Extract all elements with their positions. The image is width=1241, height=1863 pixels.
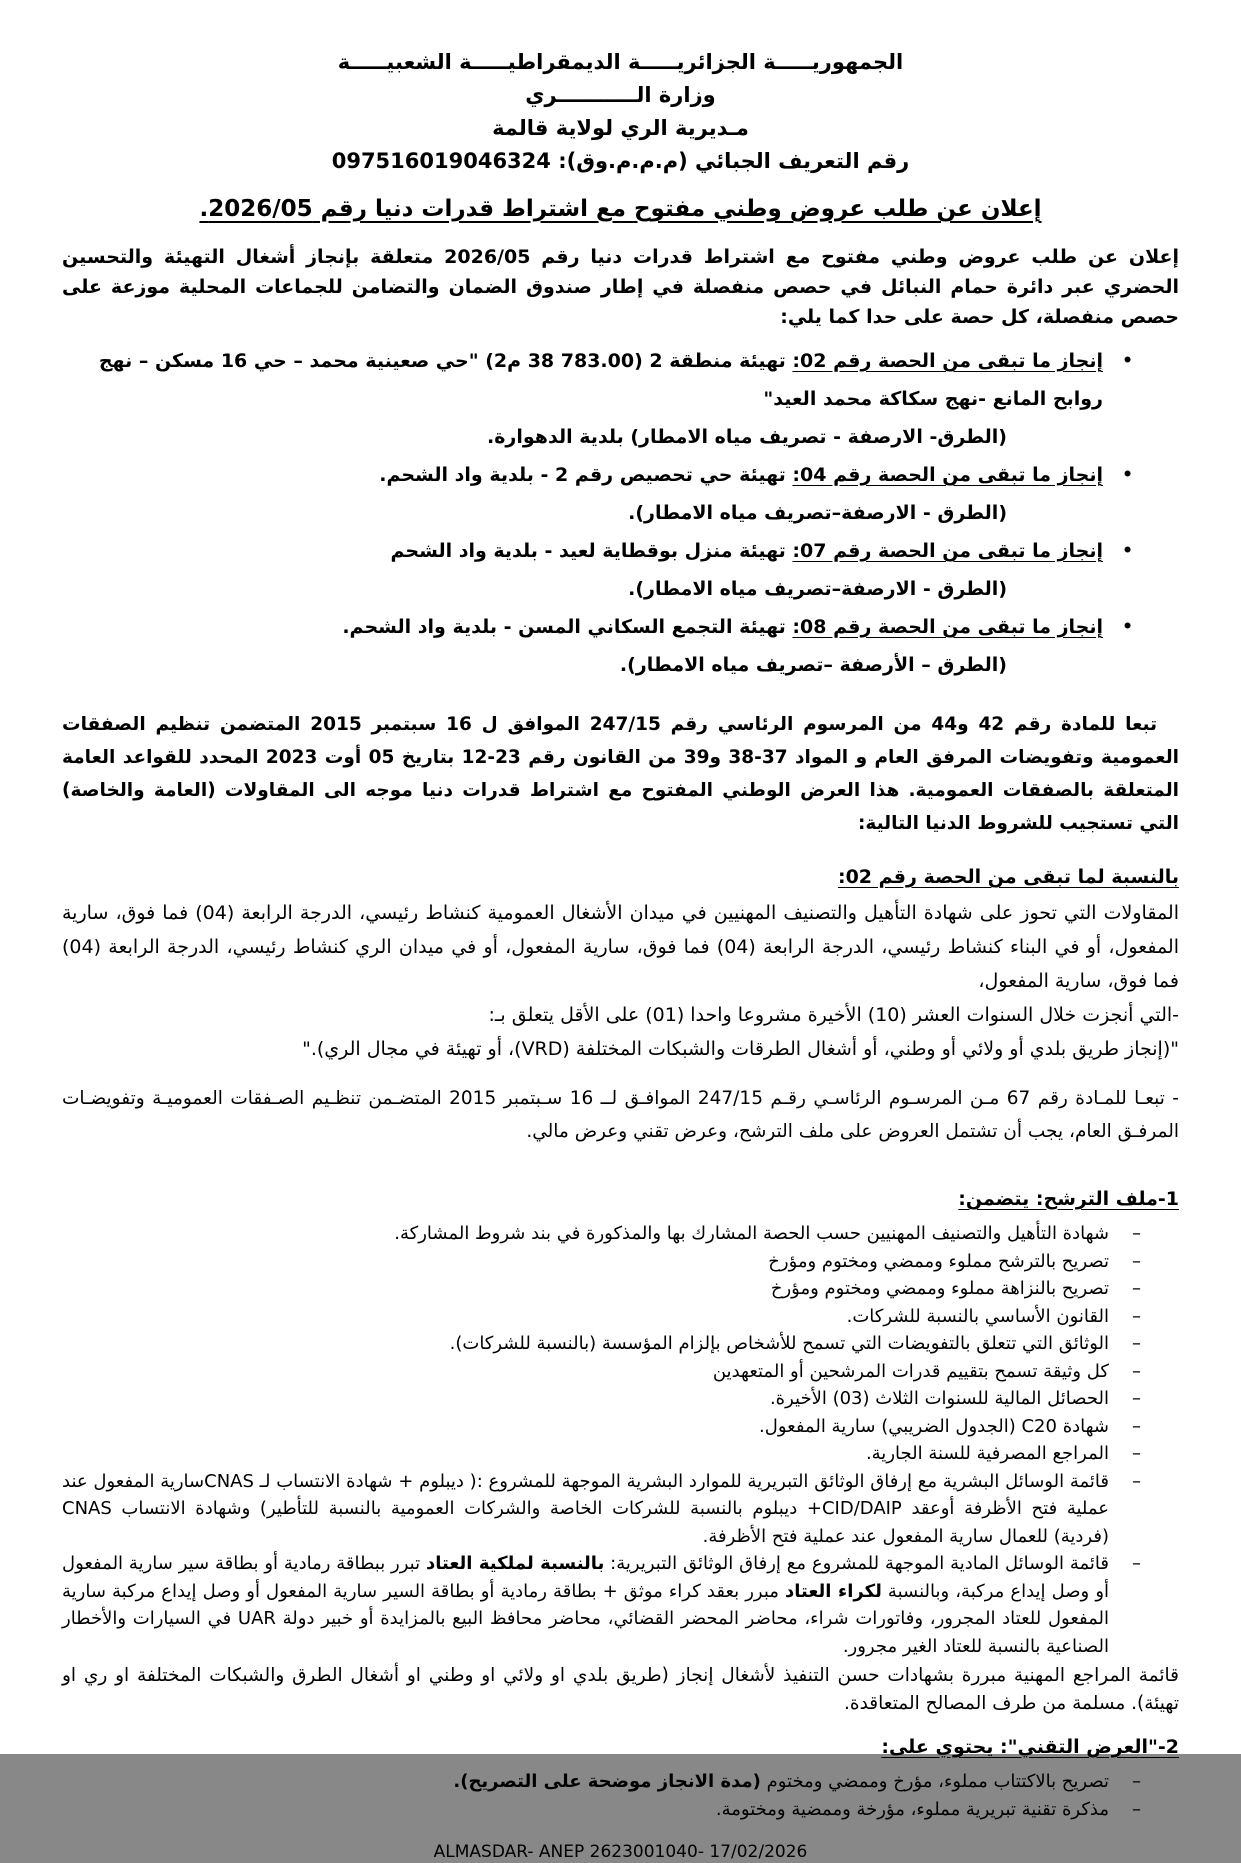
list-item <box>62 1303 1149 1331</box>
lot-item-02 <box>62 342 1137 456</box>
lot-text: تهيئة منزل بوقطاية لعيد - بلدية واد الشحم <box>390 540 786 562</box>
intro-paragraph: إعلان عن طلب عروض وطني مفتوح مع اشتراط قدرات دنيا رقم 2026/05 متعلقة بإنجاز أشغال التهيئة والتحسين الحضري عبر دائرة حمام النبائل في حصص منفصلة في إطار صندوق الضمان والتضامن للجماعات المحلية موزعة على حصص منفصلة، كل حصة على حدا كما يلي: <box>62 246 1179 328</box>
list-item <box>62 1385 1149 1413</box>
lot-text: تهيئة حي تحصيص رقم 2 - بلدية واد الشحم. <box>379 464 786 486</box>
list-item <box>62 1413 1149 1441</box>
lot-detail: (الطرق – الأرصفة –تصريف مياه الامطار). <box>619 654 1007 676</box>
lot-line <box>62 608 1137 646</box>
dash-marker: – <box>1132 1278 1141 1299</box>
dash-marker: – <box>1132 1333 1141 1354</box>
tax-id-line: رقم التعريف الجبائي (م.م.م.وق): 097516019046324 <box>331 149 910 173</box>
lot-lead: إنجاز ما تبقى من الحصة رقم 07: <box>792 540 1103 562</box>
dash-marker: – <box>1132 1415 1141 1437</box>
ministry-title: وزارة الـــــــــــري <box>525 83 716 107</box>
lot-text: تهيئة التجمع السكاني المسن - بلدية واد الشحم. <box>342 616 786 638</box>
lot-item-07 <box>62 532 1137 608</box>
dash-marker: – <box>1132 1771 1141 1792</box>
bullet-icon: • <box>1122 617 1133 637</box>
lot-item-08 <box>62 608 1137 684</box>
lot-detail: (الطرق- الارصفة - تصريف مياه الامطار) بلدية الدهوارة. <box>487 426 1007 448</box>
dash-marker: – <box>1132 1798 1141 1820</box>
list-item-text: شهادة C20 (الجدول الضريبي) سارية المفعول. <box>759 1415 1109 1437</box>
list-item-text: كل وثيقة تسمح بتقييم قدرات المرشحين أو المتعهدين <box>712 1360 1109 1382</box>
bullet-icon: • <box>1122 541 1133 561</box>
lot-line <box>62 342 1137 418</box>
list-item-text: الحصائل المالية للسنوات الثلاث (03) الأخيرة. <box>769 1388 1109 1409</box>
list-item-text: مذكرة تقنية تبريرية مملوء، مؤرخة وممضية ومختومة. <box>715 1798 1109 1820</box>
list-item-text: شهادة التأهيل والتصنيف المهنيين حسب الحصة المشارك بها والمذكورة في بند شروط المشاركة. <box>394 1223 1109 1244</box>
list-item <box>62 1330 1149 1358</box>
list-item <box>62 1440 1149 1468</box>
technical-offer-list <box>62 1768 1149 1823</box>
dash-marker: – <box>1132 1443 1141 1464</box>
dash-marker: – <box>1132 1388 1141 1409</box>
lot-lead: إنجاز ما تبقى من الحصة رقم 04: <box>792 464 1103 486</box>
legal-basis-paragraph: تبعا للمادة رقم 42 و44 من المرسوم الرئاسي رقم 247/15 الموافق ل 16 سبتمبر 2015 المتضمن تنظيم الصفقات العمومية وتفويضات المرفق العام و المواد 37-38 و39 من القانون رقم 23-12 بتاريخ 05 أوت 2023 المحدد للقواعد العامة المتعلقة بالصفقات العمومية. هذا العرض الوطني المفتوح مع اشتراط قدرات دنيا موجه الى المقاولات (العامة والخاصة) التي تستجيب للشروط الدنيا التالية: <box>62 714 1179 834</box>
section-candidacy-heading: 1-ملف الترشح: يتضمن: <box>958 1188 1179 1210</box>
lot-text: تهيئة منطقة 2 (38 783.00 م2) "حي صعينية محمد – حي 16 مسكن – نهج روابح المانع -نهج سكاكة محمد العيد" <box>98 350 1103 410</box>
lot-detail: (الطرق - الارصفة–تصريف مياه الامطار). <box>628 578 1007 600</box>
dash-marker: – <box>1132 1250 1141 1272</box>
list-item <box>62 1358 1149 1386</box>
list-item <box>62 1220 1149 1248</box>
list-item-subscription-declaration <box>62 1768 1149 1796</box>
bullet-icon: • <box>1122 351 1133 371</box>
eligibility-heading: بالنسبة لما تبقى من الحصة رقم 02: <box>837 866 1179 888</box>
material-rental-bold: لكراء العتاد <box>785 1580 882 1602</box>
lots-list <box>62 342 1137 684</box>
lot-lead: إنجاز ما تبقى من الحصة رقم 08: <box>792 616 1103 638</box>
dash-marker: – <box>1132 1360 1141 1382</box>
dash-marker: – <box>1132 1305 1141 1327</box>
lot-item-04 <box>62 456 1137 532</box>
list-item-technical-note <box>62 1796 1149 1824</box>
republic-title: الجمهوريـــــة الجزائريـــــة الديمقراطيـــــة الشعبيـــــة <box>337 50 904 74</box>
list-item-text: القانون الأساسي بالنسبة للشركات. <box>846 1305 1109 1327</box>
bullet-icon: • <box>1122 465 1133 485</box>
announcement-title: إعلان عن طلب عروض وطني مفتوح مع اشتراط قدرات دنيا رقم 2026/05. <box>199 196 1042 222</box>
dash-marker: – <box>1132 1553 1141 1574</box>
dash-marker: – <box>1132 1223 1141 1244</box>
dash-marker: – <box>1132 1470 1141 1492</box>
material-pre: قائمة الوسائل المادية الموجهة للمشروع مع إرفاق الوثائق التبريرية: <box>604 1553 1109 1574</box>
lot-line <box>62 532 1137 570</box>
document-header <box>62 46 1179 178</box>
list-item-text: المراجع المصرفية للسنة الجارية. <box>865 1443 1109 1464</box>
list-item-human-resources <box>62 1468 1149 1551</box>
eligibility-paragraph: المقاولات التي تحوز على شهادة التأهيل والتصنيف المهنيين في ميدان الأشغال العمومية كنشاط رئيسي، الدرجة الرابعة (04) فما فوق، سارية المفعول، أو في البناء كنشاط رئيسي، الدرجة الرابعة (04) فما فوق، سارية المفعول، أو في ميدان الري كنشاط رئيسي، الدرجة الرابعة (04) فما فوق، سارية المفعول، <box>62 902 1180 992</box>
anep-footer: ALMASDAR- ANEP 2623001040- 17/02/2026 <box>433 1842 808 1862</box>
lot-lead: إنجاز ما تبقى من الحصة رقم 02: <box>792 350 1103 372</box>
lot-detail: (الطرق - الارصفة–تصريف مياه الامطار). <box>628 502 1007 524</box>
section-technical-offer-heading: 2-"العرض التقني": يحتوي على: <box>881 1736 1179 1758</box>
material-ownership-bold: بالنسبة لملكية العتاد <box>425 1553 605 1574</box>
lot-line <box>62 456 1137 494</box>
list-item <box>62 1248 1149 1276</box>
list-item <box>62 1275 1149 1303</box>
list-item-text: تصريح بالاكتتاب مملوء، مؤرخ وممضي ومختوم <box>760 1771 1109 1792</box>
list-item-text: تصريح بالنزاهة مملوء وممضي ومختوم ومؤرخ <box>770 1278 1109 1299</box>
article-67-paragraph: - تبعـا للمـادة رقم 67 مـن المرسـوم الرئاسـي رقـم 247/15 الموافـق لــ 16 سـبتمبر 2015 المتضـمن تنظـيم الصـفقات العموميـة وتفويضـات المرفـق العام، يجب أن تشتمل العروض على ملف الترشح، وعرض تقني وعرض مالي. <box>62 1088 1179 1142</box>
list-item-material-resources <box>62 1550 1149 1660</box>
eligibility-projects-line: -التي أنجزت خلال السنوات العشر (10) الأخيرة مشروعا واحدا (01) على الأقل يتعلق بـ: <box>488 1004 1179 1026</box>
eligibility-works-quote: "(إنجاز طريق بلدي أو ولائي أو وطني، أو أشغال الطرقات والشبكات المختلفة (VRD)، أو تهيئة في مجال الري)." <box>302 1038 1179 1060</box>
list-item-text: الوثائق التي تتعلق بالتفويضات التي تسمح للأشخاص بإلزام المؤسسة (بالنسبة للشركات). <box>449 1333 1109 1354</box>
candidacy-file-list <box>62 1220 1149 1660</box>
list-item-text: تصريح بالترشح مملوء وممضي ومختوم ومؤرخ <box>768 1250 1109 1272</box>
material-post: مبرر بعقد كراء موثق + بطاقة رمادية أو بطاقة السير سارية المفعول أو وصل إيداع مركبة سارية المفعول للعتاد المجرور، وفاتورات شراء، محاضر المحضر القضائي، محاضر محافظ البيع بالمزايدة أو خبير دولة UAR في السيارات والأخطار الصناعية بالنسبة للعتاد الغير مجرور. <box>62 1580 1109 1657</box>
material-mid: تبرر ببطاقة رمادية أو بطاقة سير سارية المفعول أو وصل إيداع مركبة، وبالنسبة <box>62 1553 1110 1602</box>
directorate-title: مـديرية الري لولاية قالمة <box>492 116 749 140</box>
completion-period-bold: (مدة الانجاز موضحة على التصريح). <box>453 1771 761 1792</box>
professional-references-paragraph: قائمة المراجع المهنية مبررة بشهادات حسن التنفيذ لأشغال إنجاز (طريق بلدي او ولائي او وطني او أشغال الطرق والشبكات المختلفة او ري او تهيئة). مسلمة من طرف المصالح المتعاقدة. <box>62 1665 1179 1714</box>
list-item-text: قائمة الوسائل البشرية مع إرفاق الوثائق التبريرية للموارد البشرية الموجهة للمشروع :( ديبلوم + شهادة الانتساب لـ CNASسارية المفعول عند عملية فتح الأظرفة أوعقد CID/DAIP+ ديبلوم بالنسبة للشركات الخاصة والشركات العمومية بالنسبة للتأطير) وشهادة الانتساب CNAS (فردية) للعمال سارية المفعول عند عملية فتح الأظرفة. <box>62 1470 1110 1547</box>
